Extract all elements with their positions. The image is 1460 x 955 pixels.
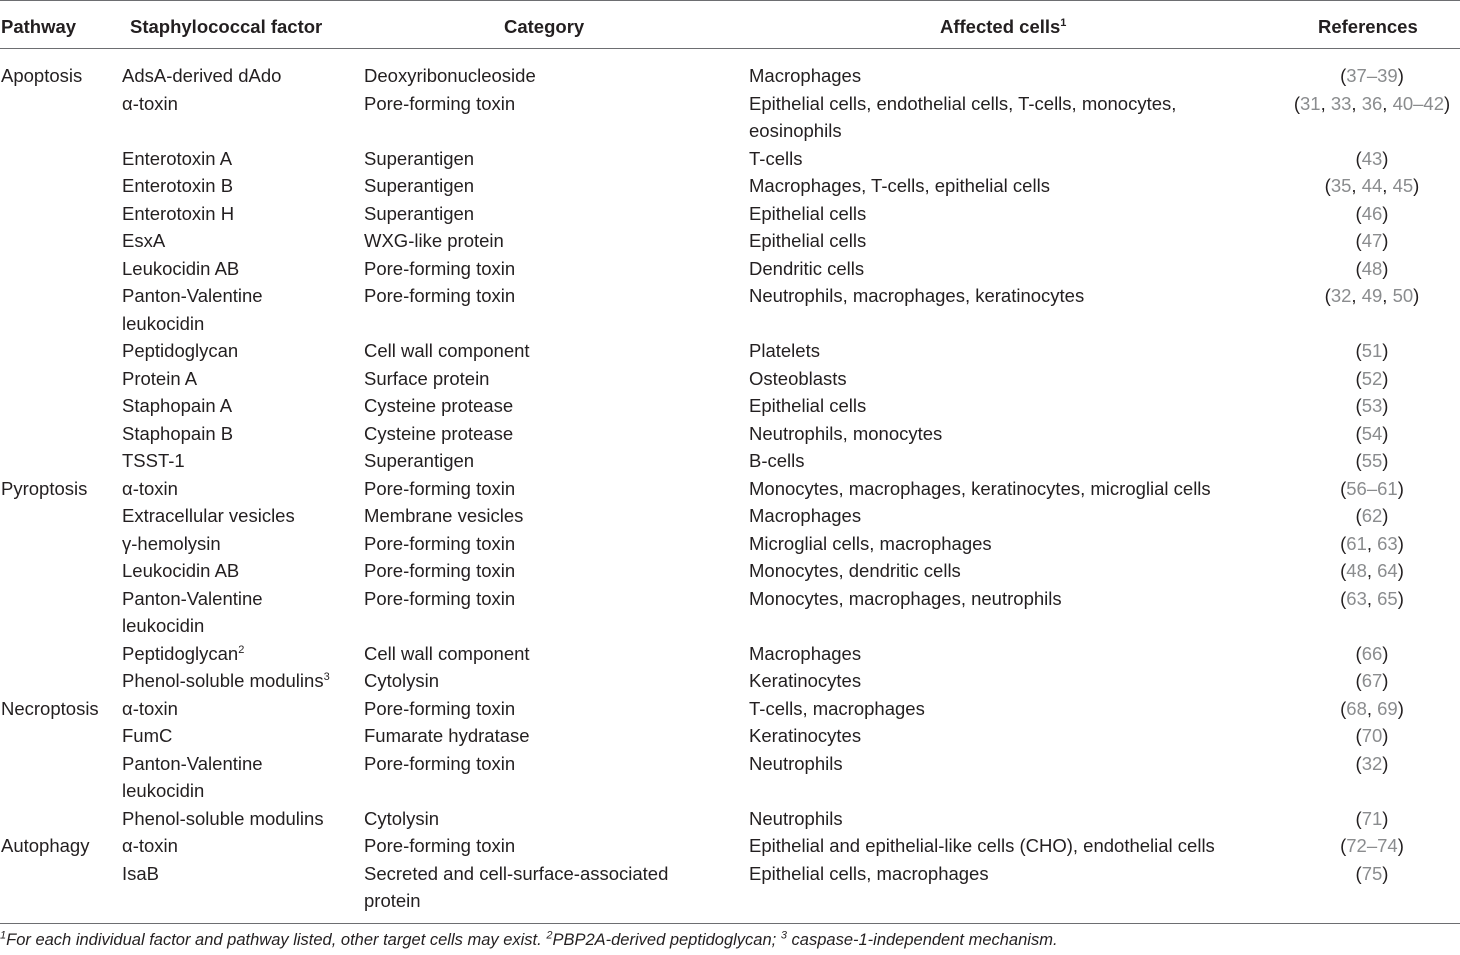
row-24-cells: Neutrophils bbox=[749, 807, 843, 829]
reference-link[interactable]: 52 bbox=[1361, 367, 1383, 389]
row-16-factor: γ-hemolysin bbox=[122, 532, 221, 554]
row-12-references: (54) bbox=[1355, 422, 1389, 444]
row-7-cells: Dendritic cells bbox=[749, 257, 865, 279]
row-6-factor: EsxA bbox=[122, 230, 166, 251]
reference-link[interactable]: 43 bbox=[1361, 147, 1383, 169]
reference-link[interactable]: 48 bbox=[1361, 257, 1383, 279]
reference-link[interactable]: 51 bbox=[1361, 340, 1383, 361]
row-22-cells: Keratinocytes bbox=[749, 725, 862, 746]
row-7-category: Pore-forming toxin bbox=[364, 257, 516, 279]
row-14-cells: Monocytes, macrophages, keratinocytes, microglial cells bbox=[749, 477, 1211, 499]
row-19-cells: Macrophages bbox=[749, 642, 862, 664]
table-footnote: $^1$For each individual factor and pathway listed, other target cells may exist. $^2$PBP2A-derived peptidoglycan; $^3$ caspase-1-independent mechanism. bbox=[0, 929, 1058, 949]
row-26-cells: Epithelial cells, macrophages bbox=[749, 862, 989, 884]
table-header bbox=[0, 0, 1460, 49]
reference-link[interactable]: 55 bbox=[1361, 450, 1383, 471]
reference-link[interactable]: 64 bbox=[1377, 560, 1398, 581]
row-5-factor: Enterotoxin H bbox=[122, 202, 235, 224]
row-22-category: Fumarate hydratase bbox=[364, 725, 530, 746]
row-21-factor: α-toxin bbox=[122, 697, 178, 719]
row-8-factor: Panton-Valentine bbox=[122, 285, 263, 306]
row-15-references: (62) bbox=[1355, 505, 1389, 526]
reference-link[interactable]: 63 bbox=[1377, 532, 1398, 554]
table-bottom-rule bbox=[0, 923, 1460, 924]
row-2-category: Pore-forming toxin bbox=[364, 92, 516, 114]
row-21-cells: T-cells, macrophages bbox=[749, 697, 925, 719]
row-15-factor: Extracellular vesicles bbox=[122, 505, 295, 526]
row-2-cells-line2: eosinophils bbox=[749, 120, 842, 141]
reference-link[interactable]: 67 bbox=[1361, 670, 1383, 691]
reference-link[interactable]: 72–74 bbox=[1346, 835, 1398, 856]
row-11-factor: Staphopain A bbox=[122, 395, 233, 416]
row-14-pathway: Pyroptosis bbox=[1, 477, 88, 499]
row-1-pathway: Apoptosis bbox=[1, 65, 83, 86]
reference-link[interactable]: 61 bbox=[1346, 532, 1367, 554]
reference-link[interactable]: 45 bbox=[1392, 175, 1414, 196]
reference-link[interactable]: 35 bbox=[1330, 175, 1352, 196]
row-8-category: Pore-forming toxin bbox=[364, 285, 516, 306]
col-header-factor: Staphylococcal factor bbox=[130, 16, 323, 37]
row-17-category: Pore-forming toxin bbox=[364, 560, 516, 581]
row-23-references: (32) bbox=[1355, 752, 1389, 774]
row-10-cells: Osteoblasts bbox=[749, 367, 847, 389]
row-21-category: Pore-forming toxin bbox=[364, 697, 516, 719]
row-25-cells: Epithelial and epithelial-like cells (CHO), endothelial cells bbox=[749, 835, 1215, 856]
reference-link[interactable]: 47 bbox=[1361, 230, 1383, 251]
reference-link[interactable]: 75 bbox=[1361, 862, 1383, 884]
row-8-factor-line2: leukocidin bbox=[122, 312, 205, 334]
row-17-factor: Leukocidin AB bbox=[122, 560, 240, 581]
reference-link[interactable]: 62 bbox=[1361, 505, 1383, 526]
row-18-factor: Panton-Valentine bbox=[122, 587, 263, 609]
row-13-references: (55) bbox=[1355, 450, 1389, 471]
row-6-references: (47) bbox=[1355, 230, 1389, 251]
row-1-cells: Macrophages bbox=[749, 65, 862, 86]
row-21-references: (68, 69) bbox=[1340, 697, 1404, 719]
row-25-category: Pore-forming toxin bbox=[364, 835, 516, 856]
row-26-factor: IsaB bbox=[122, 862, 160, 884]
row-1-references: (37–39) bbox=[1340, 65, 1404, 86]
row-4-factor: Enterotoxin B bbox=[122, 175, 234, 196]
row-10-references: (52) bbox=[1355, 367, 1389, 389]
row-5-category: Superantigen bbox=[364, 202, 475, 224]
row-12-factor: Staphopain B bbox=[122, 422, 234, 444]
row-23-factor: Panton-Valentine bbox=[122, 752, 263, 774]
row-20-references: (67) bbox=[1355, 670, 1389, 691]
row-16-references: (61, 63) bbox=[1340, 532, 1404, 554]
row-26-references: (75) bbox=[1355, 862, 1389, 884]
row-9-references: (51) bbox=[1355, 340, 1389, 361]
reference-link[interactable]: 46 bbox=[1361, 202, 1383, 224]
col-header-category: Category bbox=[504, 16, 585, 37]
reference-link[interactable]: 63 bbox=[1346, 587, 1367, 609]
reference-link[interactable]: 65 bbox=[1377, 587, 1398, 609]
row-19-category: Cell wall component bbox=[364, 642, 530, 664]
row-12-category: Cysteine protease bbox=[364, 422, 514, 444]
reference-link[interactable]: 48 bbox=[1346, 560, 1367, 581]
row-21-pathway: Necroptosis bbox=[1, 697, 99, 719]
col-header-affected-cells: Affected cells$^1$ bbox=[940, 16, 1067, 37]
row-12-cells: Neutrophils, monocytes bbox=[749, 422, 943, 444]
row-8-cells: Neutrophils, macrophages, keratinocytes bbox=[749, 285, 1085, 306]
reference-link[interactable]: 44 bbox=[1361, 175, 1383, 196]
row-3-references: (43) bbox=[1355, 147, 1389, 169]
row-25-factor: α-toxin bbox=[122, 835, 178, 856]
row-3-cells: T-cells bbox=[749, 147, 803, 169]
row-10-factor: Protein A bbox=[122, 367, 198, 389]
row-18-category: Pore-forming toxin bbox=[364, 587, 516, 609]
row-17-cells: Monocytes, dendritic cells bbox=[749, 560, 961, 581]
row-3-category: Superantigen bbox=[364, 147, 475, 169]
row-18-references: (63, 65) bbox=[1340, 587, 1404, 609]
row-24-factor: Phenol-soluble modulins bbox=[122, 807, 324, 829]
row-15-cells: Macrophages bbox=[749, 505, 862, 526]
row-24-references: (71) bbox=[1355, 807, 1389, 829]
reference-link[interactable]: 37–39 bbox=[1346, 65, 1398, 86]
row-3-factor: Enterotoxin A bbox=[122, 147, 233, 169]
row-20-factor: Phenol-soluble modulins$^3$ bbox=[122, 670, 330, 691]
row-16-cells: Microglial cells, macrophages bbox=[749, 532, 992, 554]
row-18-factor-line2: leukocidin bbox=[122, 615, 205, 636]
row-13-category: Superantigen bbox=[364, 450, 475, 471]
row-13-factor: TSST-1 bbox=[122, 450, 185, 471]
row-23-cells: Neutrophils bbox=[749, 752, 843, 774]
row-9-category: Cell wall component bbox=[364, 340, 530, 361]
row-7-factor: Leukocidin AB bbox=[122, 257, 240, 279]
row-13-cells: B-cells bbox=[749, 450, 805, 471]
row-14-category: Pore-forming toxin bbox=[364, 477, 516, 499]
row-16-category: Pore-forming toxin bbox=[364, 532, 516, 554]
reference-link[interactable]: 50 bbox=[1392, 285, 1414, 306]
row-14-factor: α-toxin bbox=[122, 477, 178, 499]
row-4-cells: Macrophages, T-cells, epithelial cells bbox=[749, 175, 1050, 196]
row-19-factor: Peptidoglycan$^2$ bbox=[122, 642, 245, 664]
reference-link[interactable]: 70 bbox=[1361, 725, 1383, 746]
reference-link[interactable]: 40–42 bbox=[1392, 92, 1445, 114]
row-2-factor: α-toxin bbox=[122, 92, 178, 114]
reference-link[interactable]: 53 bbox=[1361, 395, 1383, 416]
row-5-references: (46) bbox=[1355, 202, 1389, 224]
reference-link[interactable]: 66 bbox=[1361, 642, 1383, 664]
row-11-cells: Epithelial cells bbox=[749, 395, 867, 416]
row-26-category: Secreted and cell-surface-associated bbox=[364, 862, 669, 884]
reference-link[interactable]: 68 bbox=[1346, 697, 1367, 719]
row-7-references: (48) bbox=[1355, 257, 1389, 279]
row-20-category: Cytolysin bbox=[364, 670, 440, 691]
row-11-category: Cysteine protease bbox=[364, 395, 514, 416]
row-2-cells: Epithelial cells, endothelial cells, T-cells, monocytes, bbox=[749, 92, 1177, 114]
row-2-references: (31, 33, 36, 40–42) bbox=[1293, 92, 1451, 114]
reference-link[interactable]: 32 bbox=[1330, 285, 1352, 306]
col-header-references: References bbox=[1318, 16, 1418, 37]
row-11-references: (53) bbox=[1355, 395, 1389, 416]
row-6-cells: Epithelial cells bbox=[749, 230, 867, 251]
row-9-factor: Peptidoglycan bbox=[122, 340, 239, 361]
reference-link[interactable]: 36 bbox=[1361, 92, 1383, 114]
row-22-factor: FumC bbox=[122, 725, 173, 746]
row-23-category: Pore-forming toxin bbox=[364, 752, 516, 774]
col-header-pathway: Pathway bbox=[1, 16, 77, 37]
row-19-references: (66) bbox=[1355, 642, 1389, 664]
row-1-category: Deoxyribonucleoside bbox=[364, 65, 536, 86]
row-4-references: (35, 44, 45) bbox=[1324, 175, 1420, 196]
reference-link[interactable]: 49 bbox=[1361, 285, 1383, 306]
row-10-category: Surface protein bbox=[364, 367, 490, 389]
row-20-cells: Keratinocytes bbox=[749, 670, 862, 691]
reference-link[interactable]: 33 bbox=[1330, 92, 1352, 114]
row-22-references: (70) bbox=[1355, 725, 1389, 746]
reference-link[interactable]: 32 bbox=[1361, 752, 1383, 774]
row-5-cells: Epithelial cells bbox=[749, 202, 867, 224]
row-23-factor-line2: leukocidin bbox=[122, 780, 205, 801]
row-24-category: Cytolysin bbox=[364, 807, 440, 829]
row-14-references: (56–61) bbox=[1340, 477, 1404, 499]
reference-link[interactable]: 56–61 bbox=[1346, 477, 1398, 499]
reference-link[interactable]: 71 bbox=[1361, 807, 1383, 829]
row-15-category: Membrane vesicles bbox=[364, 505, 524, 526]
reference-link[interactable]: 69 bbox=[1377, 697, 1398, 719]
reference-link[interactable]: 31 bbox=[1299, 92, 1321, 114]
row-9-cells: Platelets bbox=[749, 340, 820, 361]
row-6-category: WXG-like protein bbox=[364, 230, 504, 251]
row-4-category: Superantigen bbox=[364, 175, 475, 196]
row-25-references: (72–74) bbox=[1340, 835, 1404, 856]
row-25-pathway: Autophagy bbox=[1, 835, 90, 856]
row-8-references: (32, 49, 50) bbox=[1324, 285, 1420, 306]
row-17-references: (48, 64) bbox=[1340, 560, 1404, 581]
row-18-cells: Monocytes, macrophages, neutrophils bbox=[749, 587, 1062, 609]
reference-link[interactable]: 54 bbox=[1361, 422, 1383, 444]
row-1-factor: AdsA-derived dAdo bbox=[122, 65, 282, 86]
row-26-category-line2: protein bbox=[364, 890, 421, 911]
